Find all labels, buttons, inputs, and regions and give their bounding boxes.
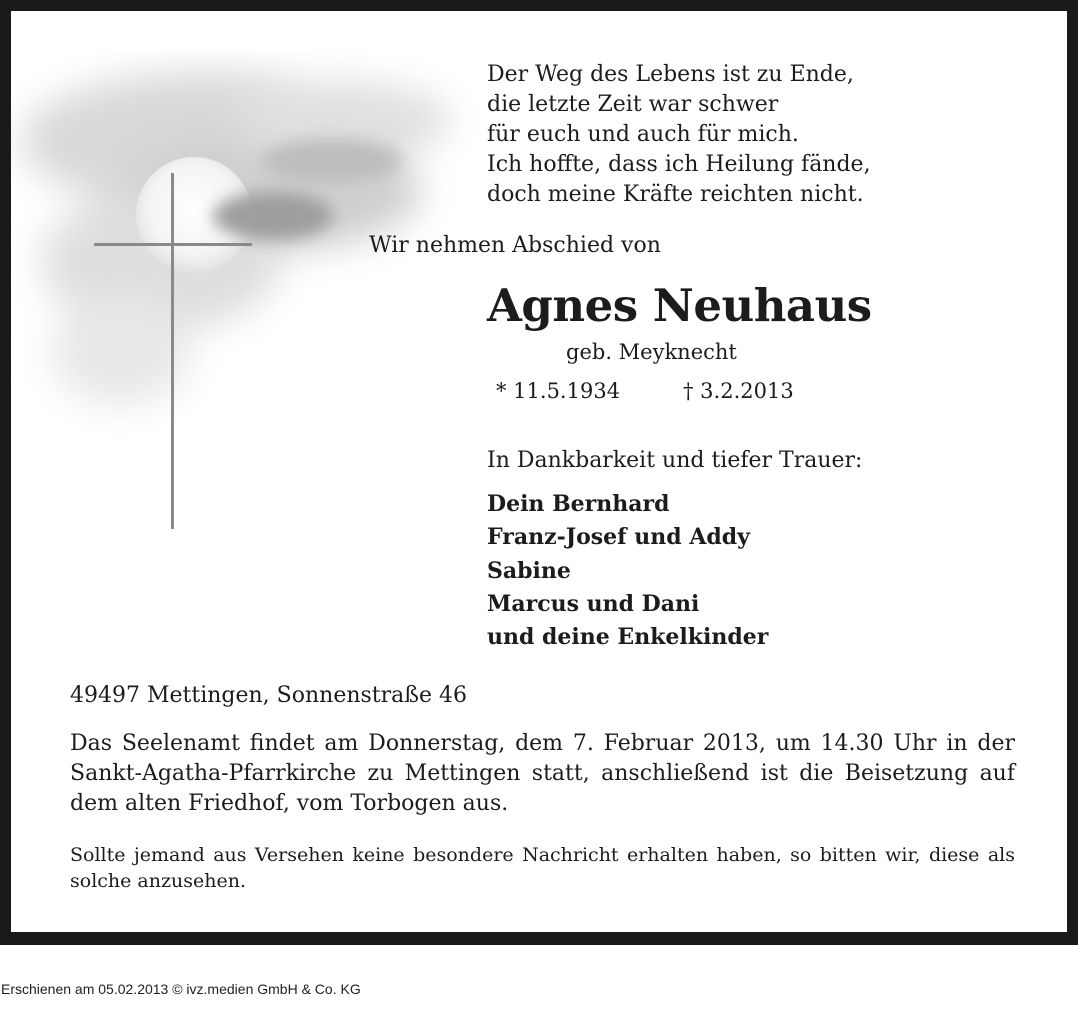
birth-date: * 11.5.1934 [496,379,621,403]
poem-line: für euch und auch für mich. [487,122,799,147]
notice-remark: Sollte jemand aus Versehen keine besondere Nachricht erhalten haben, so bitten wir, diese als solche anzusehen. [70,844,1015,892]
farewell-text: Wir nehmen Abschied von [369,233,661,258]
poem-line: Der Weg des Lebens ist zu Ende, [487,62,854,87]
death-date: † 3.2.2013 [683,379,794,403]
poem-line: Ich hoffte, dass ich Heilung fände, [487,152,871,177]
cross-moon-clouds-icon [11,51,481,531]
family-member: Dein Bernhard [487,491,670,517]
obituary-notice [11,11,1067,932]
poem-line: doch meine Kräfte reichten nicht. [487,182,864,207]
family-list [487,488,768,654]
family-member: Franz-Josef und Addy [487,524,750,551]
maiden-name: geb. Meyknecht [566,340,737,364]
cross-vertical [171,173,174,529]
publication-footer: Erschienen am 05.02.2013 © ivz.medien GmbH & Co. KG [1,981,361,997]
poem [487,60,871,210]
deceased-name: Agnes Neuhaus [487,279,872,332]
family-member: Sabine [487,557,571,584]
family-member: Marcus und Dani [487,590,700,617]
address: 49497 Mettingen, Sonnenstraße 46 [70,683,467,708]
cross-horizontal [94,243,252,246]
mourning-line: In Dankbarkeit und tiefer Trauer: [487,448,863,473]
family-member: und deine Enkelkinder [487,624,769,651]
service-details: Das Seelenamt findet am Donnerstag, dem 7. Februar 2013, um 14.30 Uhr in der Sankt-Agatha-Pfarrkirche zu Mettingen statt, anschließend ist die Beisetzung auf dem alten Friedhof, vom Torbogen aus. [70,731,1015,816]
poem-line: die letzte Zeit war schwer [487,92,779,117]
